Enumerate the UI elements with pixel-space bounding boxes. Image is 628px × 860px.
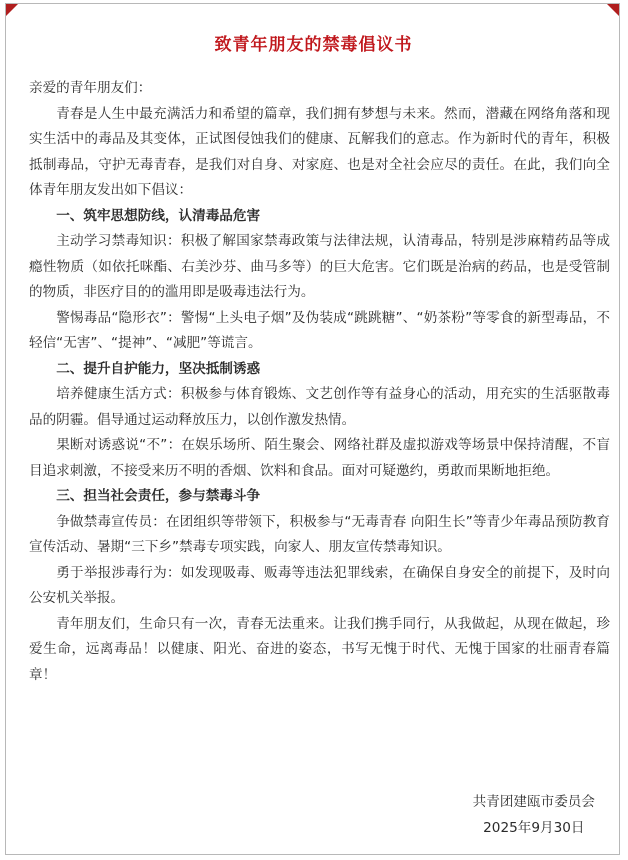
section-heading-2: 二、提升自护能力，坚决抵制诱惑	[56, 360, 261, 377]
signature-organization: 共青团建瓯市委员会	[472, 794, 595, 810]
document-body	[29, 76, 610, 688]
signature-block	[473, 790, 595, 841]
signature-date: 2025年9月30日	[483, 819, 585, 836]
corner-accent-left	[6, 4, 18, 16]
section-3-paragraph-1: 争做禁毒宣传员：在团组织等带领下，积极参与“无毒青春 向阳生长”等青少年毒品预防教育宣传活动、暑期“三下乡”禁毒专项实践，向家人、朋友宣传禁毒知识。	[29, 513, 610, 555]
section-2-paragraph-2: 果断对诱惑说“不”：在娱乐场所、陌生聚会、网络社群及虚拟游戏等场景中保持清醒，不盲目追求刺激，不接受来历不明的香烟、饮料和食品。面对可疑邀约，勇敢而果断地拒绝。	[29, 437, 610, 479]
section-3-paragraph-2: 勇于举报涉毒行为：如发现吸毒、贩毒等违法犯罪线索，在确保自身安全的前提下，及时向公安机关举报。	[29, 564, 610, 606]
section-heading-3: 三、担当社会责任，参与禁毒斗争	[56, 488, 261, 504]
greeting: 亲爱的青年朋友们：	[29, 80, 152, 96]
section-heading-1: 一、筑牢思想防线，认清毒品危害	[56, 207, 261, 224]
intro-paragraph: 青春是人生中最充满活力和希望的篇章，我们拥有梦想与未来。然而，潜藏在网络角落和现实生活中的毒品及其变体，正试图侵蚀我们的健康、瓦解我们的意志。作为新时代的青年，积极抵制毒品，守护无毒青春，是我们对自身、对家庭、也是对全社会应尽的责任。在此，我们向全体青年朋友发出如下倡议：	[29, 105, 610, 198]
section-2-paragraph-1: 培养健康生活方式：积极参与体育锻炼、文艺创作等有益身心的活动，用充实的生活驱散毒品的阴霾。倡导通过运动释放压力，以创作激发热情。	[29, 386, 610, 428]
document-frame	[5, 3, 620, 855]
section-1-paragraph-1: 主动学习禁毒知识：积极了解国家禁毒政策与法律法规，认清毒品，特别是涉麻精药品等成瘾性物质（如依托咪酯、右美沙芬、曲马多等）的巨大危害。它们既是治病的药品，也是受管制的物质，非医疗目的的滥用即是吸毒违法行为。	[29, 233, 610, 300]
closing-paragraph: 青年朋友们，生命只有一次，青春无法重来。让我们携手同行，从我做起，从现在做起，珍爱生命，远离毒品！以健康、阳光、奋进的姿态，书写无愧于时代、无愧于国家的壮丽青春篇章！	[29, 615, 610, 683]
corner-accent-right	[607, 4, 619, 16]
document-title: 致青年朋友的禁毒倡议书	[214, 35, 413, 55]
section-1-paragraph-2: 警惕毒品“隐形衣”：警惕“上头电子烟”及伪装成“跳跳糖”、“奶茶粉”等零食的新型毒品，不轻信“无害”、“提神”、“减肥”等谎言。	[29, 309, 610, 351]
